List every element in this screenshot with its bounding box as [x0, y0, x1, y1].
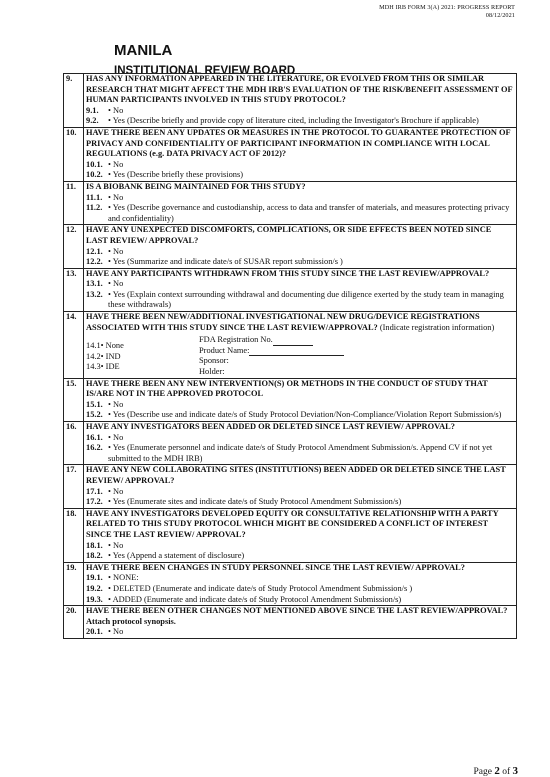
option-text: • No [108, 246, 124, 256]
option-number: 10.2. [86, 170, 103, 180]
answer-option[interactable] [86, 573, 514, 584]
question-number: 14. [64, 312, 84, 379]
option-text: • No [108, 486, 124, 496]
registration-option[interactable]: 14.1• None [86, 341, 124, 351]
answer-option[interactable] [86, 257, 514, 268]
answer-option[interactable] [86, 160, 514, 171]
option-text: • Yes (Enumerate personnel and indicate date/s of Study Protocol Amendment Submission/s. Append CV if not yet submitted to the MDH IRB) [108, 443, 493, 463]
option-number: 15.2. [86, 410, 103, 420]
question-number: 15. [64, 378, 84, 421]
registration-option[interactable]: 14.2• IND [86, 351, 121, 361]
answer-option[interactable] [86, 400, 514, 411]
option-text: • Yes (Enumerate sites and indicate date/s of Study Protocol Amendment Submission/s) [108, 497, 402, 507]
option-text: • Yes (Explain context surrounding withdrawal and documenting due diligence exerted by the study team in managing these withdrawals) [108, 289, 504, 310]
question-number: 13. [64, 268, 84, 311]
answer-option[interactable] [86, 595, 514, 606]
answer-option[interactable] [86, 551, 514, 562]
question-text: HAVE ANY INVESTIGATORS BEEN ADDED OR DELETED SINCE LAST REVIEW/ APPROVAL? [86, 422, 455, 431]
question-row [64, 181, 517, 224]
question-number: 16. [64, 422, 84, 465]
question-body [84, 422, 517, 465]
answer-option[interactable] [86, 106, 514, 117]
form-date: 08/12/2021 [485, 12, 515, 19]
question-body [84, 225, 517, 268]
question-number: 20. [64, 606, 84, 639]
option-number: 15.1. [86, 399, 103, 409]
option-text: • No [108, 105, 124, 115]
form-id: MDH IRB FORM 3(A) 2021: PROGRESS REPORT [379, 4, 515, 11]
question-text: HAVE ANY PARTICIPANTS WITHDRAWN FROM THIS STUDY SINCE THE LAST REVIEW/APPROVAL? [86, 268, 490, 278]
option-number: 16.2. [86, 443, 103, 453]
option-number: 19.2. [86, 583, 103, 593]
option-number: 18.2. [86, 551, 103, 561]
answer-option[interactable] [86, 203, 514, 224]
option-text: • No [108, 627, 124, 637]
answer-option[interactable] [86, 279, 514, 290]
question-row [64, 268, 517, 311]
page-number: Page 2 of 3 [473, 765, 518, 777]
answer-option[interactable] [86, 170, 514, 181]
answer-option[interactable] [86, 487, 514, 498]
registration-field[interactable] [199, 367, 514, 378]
answer-option[interactable] [86, 410, 514, 421]
option-text: • Yes (Describe briefly these provisions) [108, 170, 244, 180]
question-row [64, 606, 517, 639]
option-text: • Yes (Describe briefly and provide copy of literature cited, including the Investigator's Brochure if applicable) [108, 116, 479, 126]
org-board: INSTITUTIONAL REVIEW BOARD [114, 65, 296, 77]
question-row [64, 422, 517, 465]
field-label: Holder: [199, 367, 225, 377]
answer-option[interactable] [86, 627, 514, 638]
question-body [84, 508, 517, 562]
option-text: • Yes (Summarize and indicate date/s of SUSAR report submission/s ) [108, 257, 343, 267]
question-number: 18. [64, 508, 84, 562]
question-body [84, 127, 517, 181]
question-number: 9. [64, 74, 84, 128]
option-number: 12.2. [86, 257, 103, 267]
option-text: • No [108, 432, 124, 442]
answer-option[interactable] [86, 443, 514, 464]
registration-field[interactable] [199, 356, 514, 367]
question-number: 12. [64, 225, 84, 268]
option-text: • No [108, 279, 124, 289]
option-text: • No [108, 159, 124, 169]
option-number: 17.1. [86, 486, 103, 496]
field-label: FDA Registration No. [199, 335, 273, 345]
option-number: 19.3. [86, 594, 103, 604]
registration-option[interactable]: 14.3• IDE [86, 362, 120, 372]
answer-option[interactable] [86, 584, 514, 595]
answer-option[interactable] [86, 116, 514, 127]
question-row [64, 378, 517, 421]
option-text: • ADDED (Enumerate and indicate date/s of Study Protocol Amendment Submission/s) [108, 594, 402, 604]
option-text: • Yes (Append a statement of disclosure) [108, 551, 245, 561]
question-row [64, 225, 517, 268]
question-number: 10. [64, 127, 84, 181]
question-text: IS A BIOBANK BEING MAINTAINED FOR THIS STUDY? [86, 181, 306, 191]
option-number: 11.1. [86, 192, 103, 202]
question-row [64, 127, 517, 181]
question-number: 19. [64, 562, 84, 605]
org-name: MANILA [114, 42, 173, 59]
option-number: 20.1. [86, 627, 103, 637]
question-text: HAS ANY INFORMATION APPEARED IN THE LITERATURE, OR EVOLVED FROM THIS OR SIMILAR RESEARCH THAT MIGHT AFFECT THE MDH IRB'S EVALUATION OF THE RISK/BENEFIT ASSESSMENT OF HUMAN PARTICIPANTS INVOLVED IN THIS STUDY PROTOCOL? [86, 74, 513, 105]
question-row-14 [64, 312, 517, 379]
option-number: 18.1. [86, 540, 103, 550]
question-row [64, 74, 517, 128]
registration-field[interactable] [199, 335, 514, 346]
question-body [84, 312, 517, 379]
option-text: • No [108, 540, 124, 550]
registration-field[interactable] [199, 346, 514, 357]
option-number: 13.1. [86, 279, 103, 289]
option-number: 9.2. [86, 116, 99, 126]
option-number: 10.1. [86, 159, 103, 169]
option-text: • Yes (Describe governance and custodianship, access to data and transfer of materials, and measures protecting privacy and confidentiality) [108, 203, 510, 223]
field-underline [249, 347, 344, 356]
question-text: HAVE THERE BEEN NEW/ADDITIONAL INVESTIGATIONAL NEW DRUG/DEVICE REGISTRATIONS ASSOCIATED WITH THIS STUDY SINCE THE LAST REVIEW/APPROVAL? (Indicate registration information) [86, 312, 495, 332]
answer-option[interactable] [86, 433, 514, 444]
answer-option[interactable] [86, 247, 514, 258]
option-number: 17.2. [86, 497, 103, 507]
question-body [84, 606, 517, 639]
question-body [84, 465, 517, 508]
option-text: • Yes (Describe use and indicate date/s of Study Protocol Deviation/Non-Compliance/Violation Report Submission/s) [108, 410, 502, 420]
answer-option[interactable] [86, 541, 514, 552]
option-number: 19.1. [86, 573, 103, 583]
questions-table [63, 73, 517, 639]
question-text: HAVE THERE BEEN ANY NEW INTERVENTION(S) OR METHODS IN THE CONDUCT OF STUDY THAT IS/ARE NOT IN THE APPROVED PROTOCOL [86, 378, 488, 399]
question-body [84, 74, 517, 128]
question-text: HAVE THERE BEEN CHANGES IN STUDY PERSONNEL SINCE THE LAST REVIEW/ APPROVAL? [86, 562, 465, 572]
option-number: 11.2. [86, 203, 103, 213]
question-row [64, 465, 517, 508]
field-label: Sponsor: [199, 356, 229, 366]
option-number: 13.2. [86, 289, 103, 299]
question-number: 11. [64, 181, 84, 224]
question-body [84, 181, 517, 224]
answer-option[interactable] [86, 497, 514, 508]
option-number: 16.1. [86, 432, 103, 442]
option-text: • No [108, 192, 124, 202]
question-row [64, 508, 517, 562]
question-text: HAVE ANY UNEXPECTED DISCOMFORTS, COMPLICATIONS, OR SIDE EFFECTS BEEN NOTED SINCE LAST REVIEW/ APPROVAL? [86, 225, 492, 245]
option-text: • No [108, 399, 124, 409]
question-text: HAVE THERE BEEN OTHER CHANGES NOT MENTIONED ABOVE SINCE THE LAST REVIEW/APPROVAL? Attach protocol synopsis. [86, 606, 508, 626]
option-text: • NONE: [108, 573, 139, 583]
option-number: 9.1. [86, 105, 99, 115]
question-note: (Indicate registration information) [379, 322, 495, 332]
question-text: HAVE ANY INVESTIGATORS DEVELOPED EQUITY OR CONSULTATIVE RELATIONSHIP WITH A PARTY RELATED TO THIS STUDY PROTOCOL WHICH MIGHT BE CONSIDERED A CONFLICT OF INTEREST SINCE THE LAST REVIEW/ APPROVAL? [86, 508, 499, 539]
answer-option[interactable] [86, 193, 514, 204]
question-body [84, 268, 517, 311]
form-header [379, 4, 515, 20]
question-row [64, 562, 517, 605]
question-body [84, 562, 517, 605]
field-underline [273, 337, 313, 346]
option-number: 12.1. [86, 246, 103, 256]
question-text: HAVE THERE BEEN ANY UPDATES OR MEASURES IN THE PROTOCOL TO GUARANTEE PROTECTION OF PRIVACY AND CONFIDENTIALITY OF PARTICIPANT INFORMATION IN COMPLIANCE WITH LOCAL REGULATIONS (e.g. DATA PRIVACY ACT OF 2012)? [86, 127, 511, 159]
question-text: HAVE ANY NEW COLLABORATING SITES (INSTITUTIONS) BEEN ADDED OR DELETED SINCE THE LAST REVIEW/ APPROVAL? [86, 465, 506, 485]
answer-option[interactable] [86, 290, 514, 311]
question-number: 17. [64, 465, 84, 508]
question-body [84, 378, 517, 421]
field-label: Product Name: [199, 345, 250, 355]
option-text: • DELETED (Enumerate and indicate date/s of Study Protocol Amendment Submission/s ) [108, 583, 413, 593]
